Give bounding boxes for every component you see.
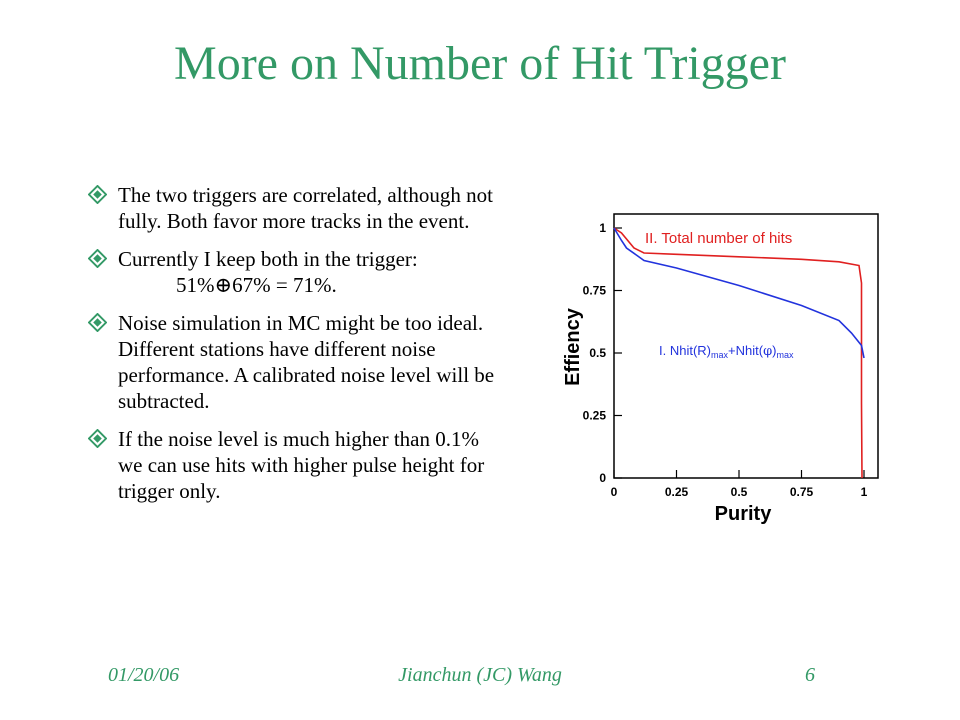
- diamond-bullet-icon: [88, 249, 107, 268]
- footer-date: 01/20/06: [108, 664, 180, 686]
- y-tick-label: 0.5: [589, 346, 606, 360]
- bullet-text: trigger only.: [118, 479, 221, 503]
- bullet-text: Different stations have different noise: [118, 337, 436, 361]
- x-tick-label: 0.5: [730, 485, 748, 499]
- x-axis-label: Purity: [714, 503, 772, 525]
- y-axis-label: Effiency: [562, 308, 584, 386]
- bullet-text: If the noise level is much higher than 0.1%: [118, 427, 479, 451]
- bullet-list: [88, 182, 558, 516]
- diamond-bullet-icon: [88, 185, 107, 204]
- formula-right: 67% = 71%.: [232, 273, 337, 297]
- combination-formula: [118, 272, 558, 298]
- legend-total-hits: II. Total number of hits: [645, 230, 793, 247]
- chart-svg: [562, 190, 892, 530]
- diamond-bullet-icon: [88, 429, 107, 448]
- formula-left: 51%: [176, 273, 215, 297]
- bullet-item: [88, 246, 558, 298]
- footer-author: Jianchun (JC) Wang: [398, 664, 562, 686]
- x-tick-label: 0.75: [789, 485, 814, 499]
- y-tick-label: 0.75: [582, 283, 606, 298]
- bullet-text: we can use hits with higher pulse height for: [118, 453, 485, 477]
- oplus-symbol: ⊕: [214, 273, 233, 297]
- x-tick-label: 1: [860, 485, 868, 499]
- bullet-text: fully. Both favor more tracks in the event.: [118, 209, 470, 233]
- bullet-text: Noise simulation in MC might be too ideal.: [118, 311, 484, 335]
- bullet-text: The two triggers are correlated, although not: [118, 183, 493, 207]
- efficiency-purity-chart: [562, 190, 892, 530]
- bullet-text: subtracted.: [118, 389, 210, 413]
- footer-page-number: 6: [805, 664, 815, 686]
- bullet-item: [88, 310, 558, 414]
- slide-title: More on Number of Hit Trigger: [174, 37, 786, 90]
- bullet-text: performance. A calibrated noise level will be: [118, 363, 495, 387]
- legend-nhit: I. $Nhit(R)_{max}+Nhit(\varphi)_{max}$: [659, 343, 794, 360]
- y-tick-label: 1: [599, 221, 606, 235]
- bullet-text: Currently I keep both in the trigger:: [118, 247, 418, 271]
- y-tick-label: 0.25: [582, 408, 606, 423]
- x-tick-label: 0: [610, 485, 618, 499]
- bullet-item: [88, 426, 558, 504]
- y-tick-label: 0: [599, 471, 606, 485]
- bullet-item: [88, 182, 558, 234]
- diamond-bullet-icon: [88, 313, 107, 332]
- x-tick-label: 0.25: [664, 485, 689, 499]
